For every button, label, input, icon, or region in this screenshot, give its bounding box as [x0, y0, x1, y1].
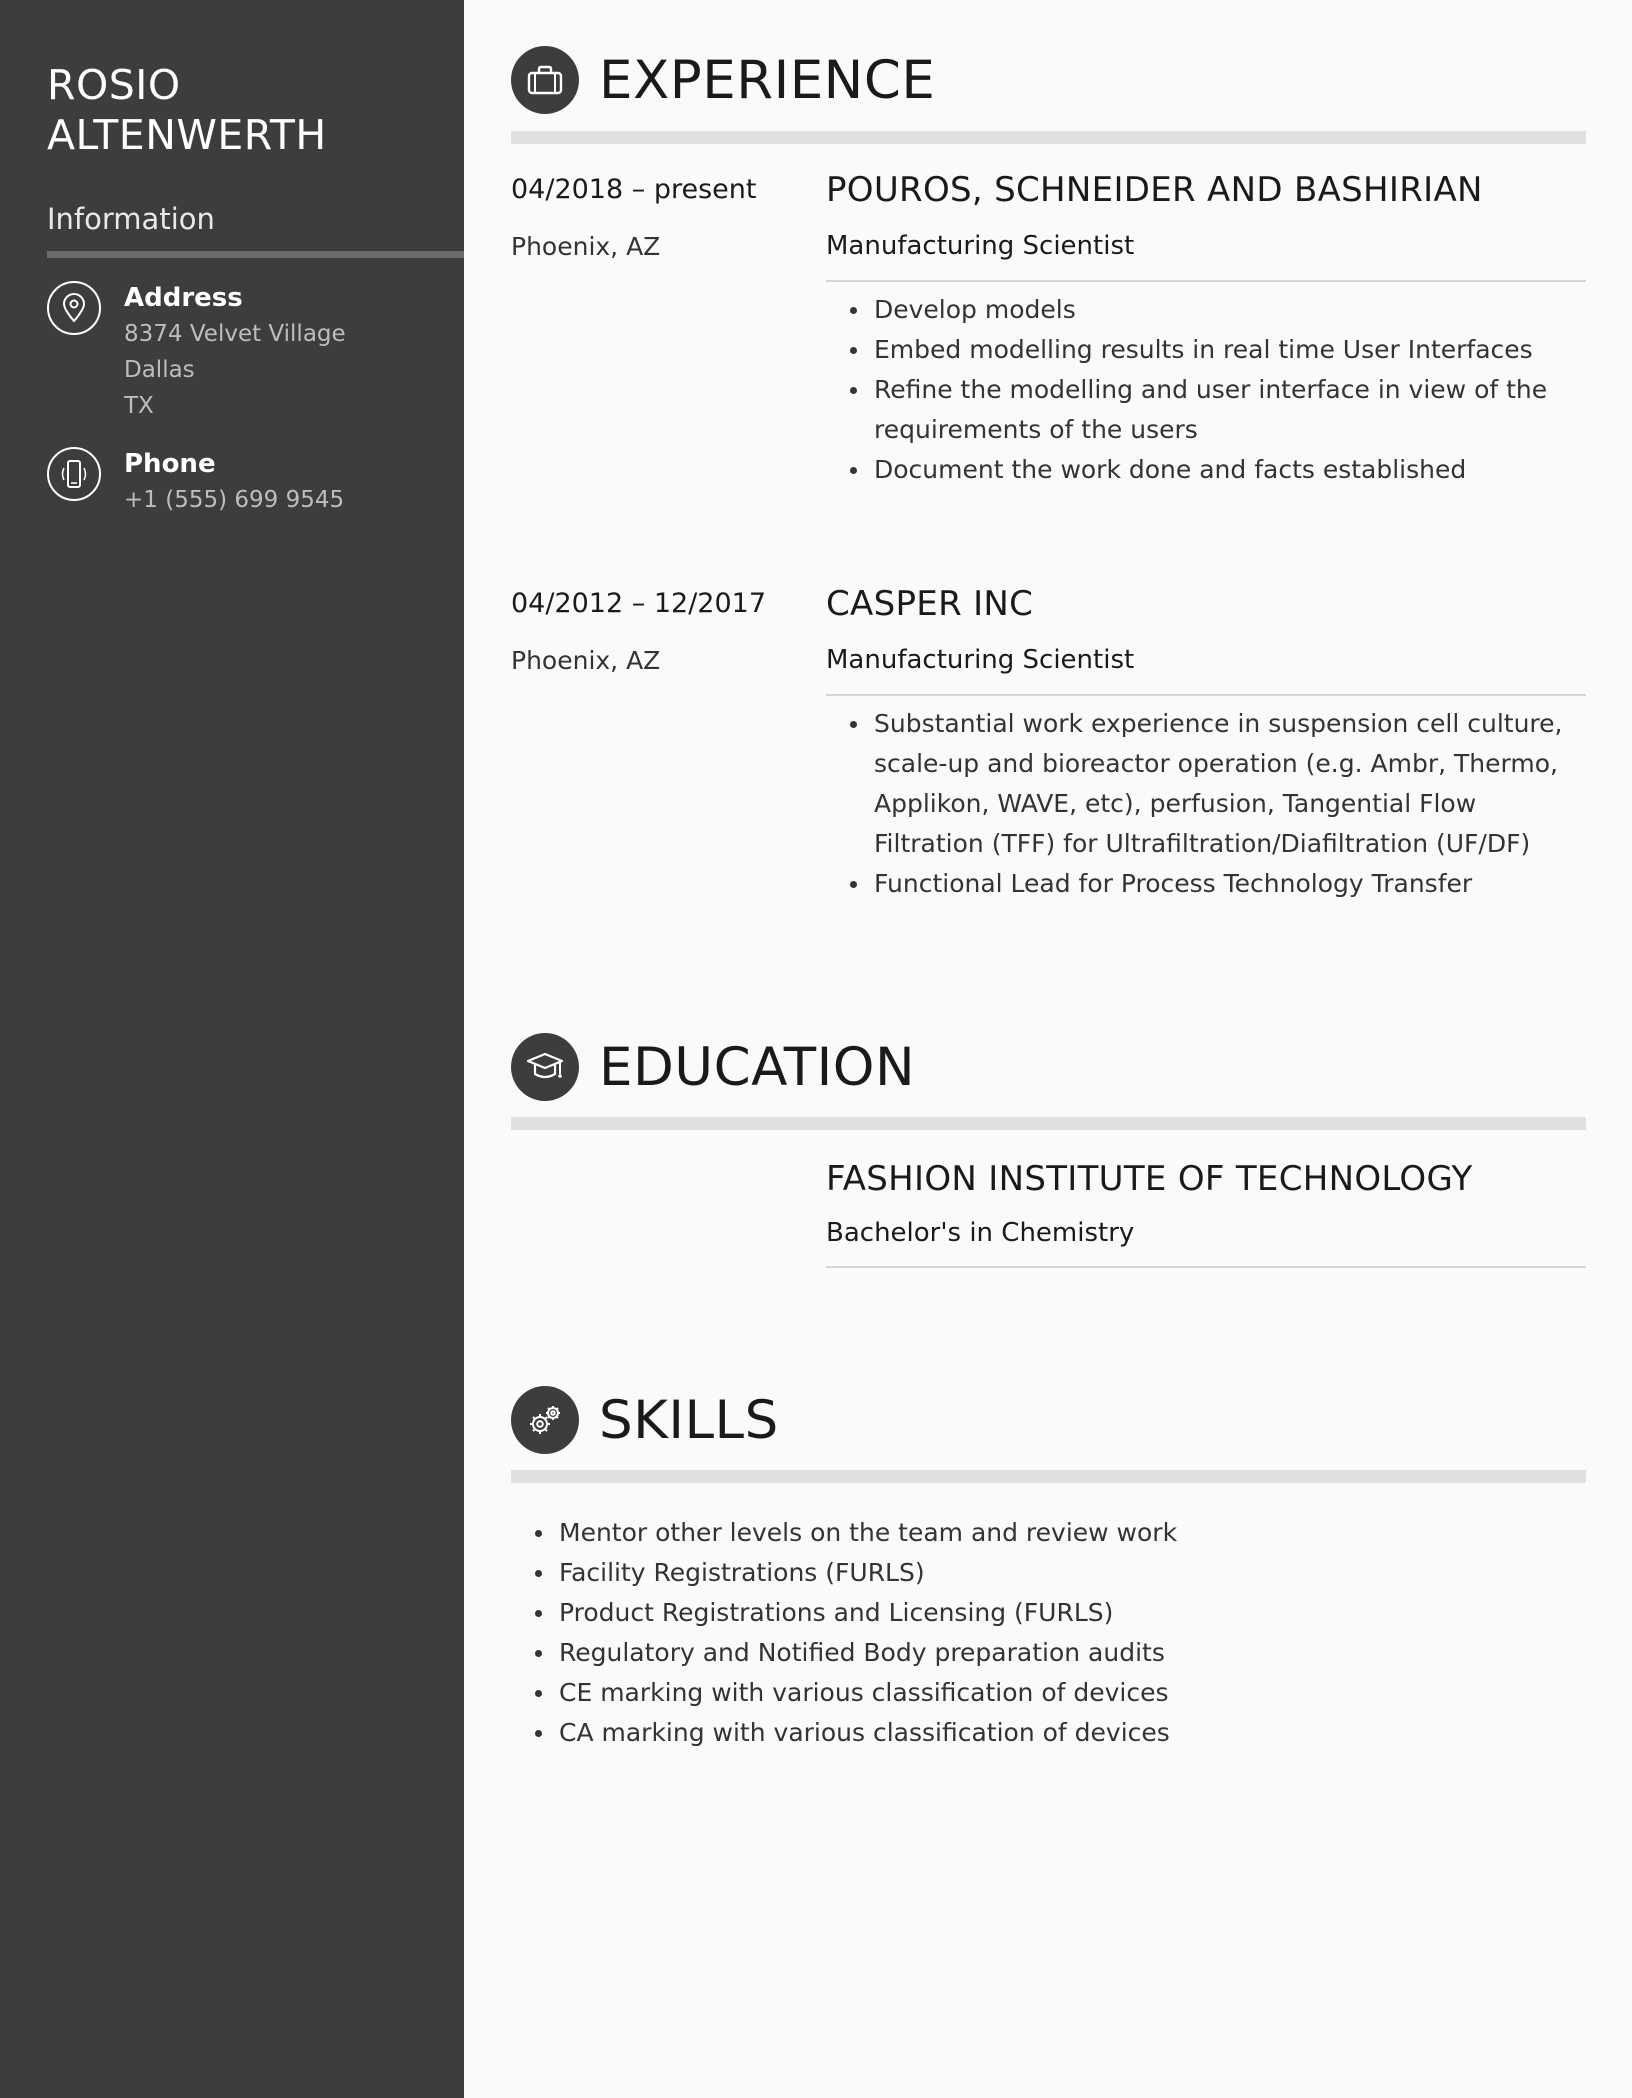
skills-header [511, 1386, 779, 1454]
address-label: Address [124, 283, 243, 313]
education-divider [511, 1117, 1586, 1130]
location-pin-icon [47, 281, 101, 335]
experience-header [511, 46, 935, 114]
job-2-location: Phoenix, AZ [511, 646, 661, 675]
job-1-bullets [846, 290, 1586, 490]
list-item: Regulatory and Notified Body preparation audits [531, 1633, 1531, 1673]
graduation-cap-icon [511, 1033, 579, 1101]
phone-label: Phone [124, 449, 216, 479]
list-item: Functional Lead for Process Technology Transfer [846, 864, 1586, 904]
skills-divider [511, 1470, 1586, 1483]
job-1-company: POUROS, SCHNEIDER AND BASHIRIAN [826, 170, 1483, 210]
skills-title: SKILLS [599, 1389, 779, 1451]
skills-list [531, 1513, 1531, 1753]
list-item: CA marking with various classification of devices [531, 1713, 1531, 1753]
address-line-street: 8374 Velvet Village [124, 321, 346, 347]
information-divider [47, 251, 464, 258]
sidebar [0, 0, 464, 2098]
job-1-dates: 04/2018 – present [511, 174, 757, 205]
experience-divider [511, 131, 1586, 144]
last-name: ALTENWERTH [47, 111, 327, 159]
list-item: Develop models [846, 290, 1586, 330]
job-1-location: Phoenix, AZ [511, 232, 661, 261]
education-title: EDUCATION [599, 1036, 916, 1098]
list-item: Refine the modelling and user interface in view of the requirements of the users [846, 370, 1586, 450]
candidate-name [47, 60, 447, 160]
list-item: Facility Registrations (FURLS) [531, 1553, 1531, 1593]
phone-icon [47, 447, 101, 501]
first-name: ROSIO [47, 61, 181, 109]
phone-number: +1 (555) 699 9545 [124, 487, 345, 513]
job-2-company: CASPER INC [826, 584, 1034, 624]
address-line-state: TX [124, 393, 154, 419]
list-item: Substantial work experience in suspension cell culture, scale-up and bioreactor operation (e.g. Ambr, Thermo, Applikon, WAVE, etc), perfusion, Tangential Flow Filtration (TFF) for Ultrafiltration/Diafiltration (UF/DF) [846, 704, 1586, 864]
job-2-dates: 04/2012 – 12/2017 [511, 588, 766, 619]
phone-block [47, 447, 344, 518]
list-item: Embed modelling results in real time User Interfaces [846, 330, 1586, 370]
education-degree: Bachelor's in Chemistry [826, 1218, 1135, 1248]
list-item: Document the work done and facts established [846, 450, 1586, 490]
address-block [47, 281, 346, 424]
experience-title: EXPERIENCE [599, 49, 936, 111]
information-heading: Information [47, 202, 215, 236]
list-item: CE marking with various classification of devices [531, 1673, 1531, 1713]
education-school: FASHION INSTITUTE OF TECHNOLOGY [826, 1159, 1473, 1199]
job-1-role: Manufacturing Scientist [826, 231, 1135, 261]
education-header [511, 1033, 915, 1101]
education-entry-divider [826, 1266, 1586, 1268]
briefcase-icon [511, 46, 579, 114]
job-2-bullets [846, 704, 1586, 904]
job-2-divider [826, 694, 1586, 696]
gears-icon [511, 1386, 579, 1454]
list-item: Mentor other levels on the team and review work [531, 1513, 1531, 1553]
list-item: Product Registrations and Licensing (FURLS) [531, 1593, 1531, 1633]
job-1-divider [826, 280, 1586, 282]
job-2-role: Manufacturing Scientist [826, 645, 1135, 675]
address-line-city: Dallas [124, 357, 195, 383]
